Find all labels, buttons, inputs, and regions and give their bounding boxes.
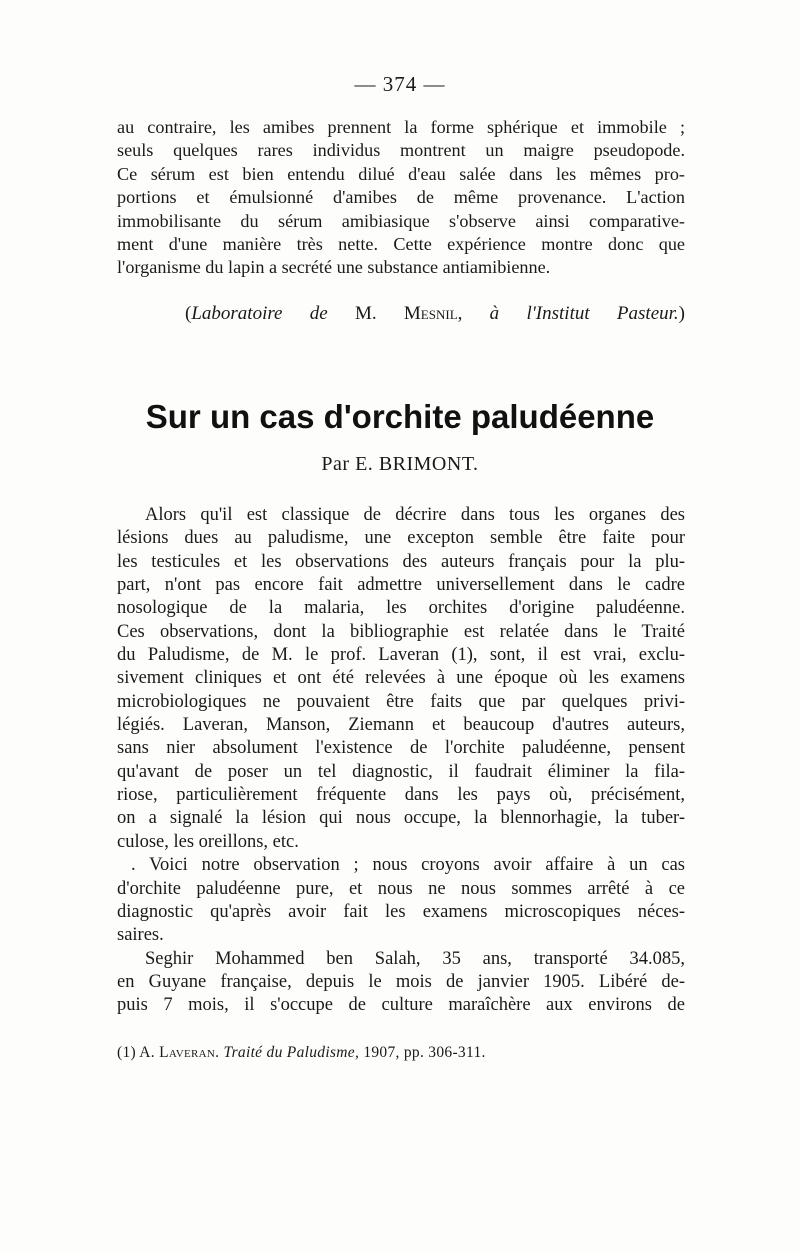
text-line: portions et émulsionné d'amibes de même provenance. L'action	[117, 187, 685, 208]
text-line: . Voici notre observation ; nous croyons avoir affaire à un cas	[131, 855, 685, 876]
text-line: Seghir Mohammed ben Salah, 35 ans, transporté 34.085,	[145, 948, 685, 969]
page-number: — 374 —	[354, 72, 446, 96]
text-line: riose, particulièrement fréquente dans les pays où, précisément,	[117, 785, 685, 806]
text-line: sans nier absolument l'existence de l'orchite paludéenne, pensent	[117, 738, 685, 759]
text-line: sivement cliniques et ont été relevées à une époque où les examens	[117, 668, 685, 689]
text-line: en Guyane française, depuis le mois de janvier 1905. Libéré de-	[117, 971, 685, 992]
text-line: au contraire, les amibes prennent la forme sphérique et immobile ;	[117, 117, 685, 137]
article-byline	[0, 453, 800, 476]
text-line: part, n'ont pas encore fait admettre universellement dans le cadre	[117, 575, 685, 596]
footnote-author: Laveran.	[159, 1044, 220, 1061]
paragraph-continued	[117, 116, 685, 280]
text-line: les testicules et les observations des auteurs français pour la plu-	[117, 551, 685, 572]
text-line: légiés. Laveran, Manson, Ziemann et beaucoup d'autres auteurs,	[117, 715, 685, 736]
credit-a: à	[489, 303, 500, 324]
byline-prefix: Par E.	[321, 453, 374, 475]
text-line: seuls quelques rares individus montrent un maigre pseudopode.	[117, 140, 685, 161]
text-line: lésions dues au paludisme, une excepton semble être faite pour	[117, 528, 685, 549]
credit-name: Mesnil	[403, 303, 458, 324]
text-line: Alors qu'il est classique de décrire dans tous les organes des	[145, 505, 685, 525]
text-line: qu'avant de poser un tel diagnostic, il faudrait éliminer la fila-	[117, 761, 685, 782]
text-line: Ces observations, dont la bibliographie est relatée dans le Traité	[117, 621, 685, 642]
credit-m: M.	[354, 303, 377, 324]
footnote-marker: (1) A.	[117, 1044, 155, 1061]
credit-institute: l'Institut Pasteur.	[526, 303, 679, 324]
credit-paren-close: )	[678, 303, 685, 324]
text-line: nosologique de la malaria, les orchites d'origine paludéenne.	[117, 598, 685, 619]
text-line: l'organisme du lapin a secrété une substance antiamibienne.	[117, 257, 551, 278]
footnote-work: Traité du Paludisme,	[223, 1044, 360, 1061]
credit-paren-open: (	[185, 303, 192, 324]
text-line: culose, les oreillons, etc.	[117, 831, 299, 852]
text-line: on a signalé la lésion qui nous occupe, la blennorhagie, la tuber-	[117, 808, 685, 829]
credit-lab: Laboratoire de	[191, 303, 328, 324]
text-line: ment d'une manière très nette. Cette expérience montre donc que	[117, 234, 685, 255]
footnote	[117, 1044, 685, 1062]
text-line: Ce sérum est bien entendu dilué d'eau salée dans les mêmes pro-	[117, 163, 685, 184]
laboratory-credit	[185, 303, 685, 325]
byline-name: BRIMONT.	[378, 453, 479, 475]
text-line: immobilisante du sérum amibiasique s'observe ainsi comparative-	[117, 210, 685, 231]
text-line: microbiologiques ne pouvaient être faits que par quelques privi-	[117, 691, 685, 712]
article-title: Sur un cas d'orchite paludéenne	[145, 398, 655, 435]
article-body	[117, 504, 685, 1018]
text-line: d'orchite paludéenne pure, et nous ne nous sommes arrêté à ce	[117, 878, 685, 899]
text-line: diagnostic qu'après avoir fait les examens microscopiques néces-	[117, 901, 685, 922]
footnote-rest: 1907, pp. 306-311.	[363, 1044, 486, 1061]
text-line: du Paludisme, de M. le prof. Laveran (1), sont, il est vrai, exclu-	[117, 645, 685, 666]
credit-sep: ,	[457, 303, 463, 324]
text-line: puis 7 mois, il s'occupe de culture maraîchère aux environs de	[117, 995, 685, 1016]
text-line: saires.	[117, 925, 164, 946]
